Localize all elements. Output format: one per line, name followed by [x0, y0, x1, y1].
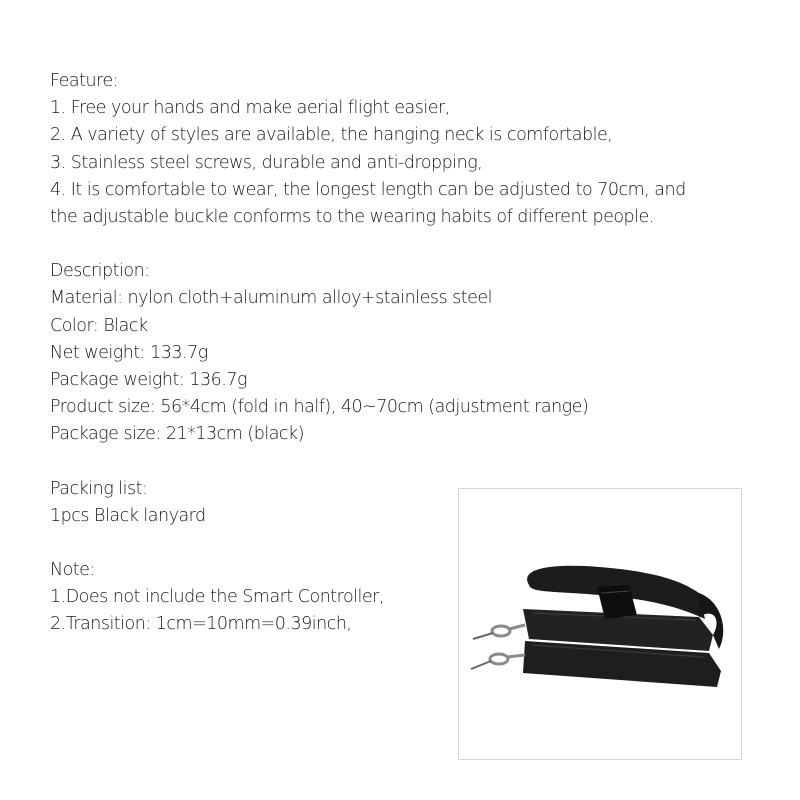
note-heading: Note: — [50, 560, 95, 581]
packing-list-heading: Packing list: — [50, 478, 148, 499]
feature-item: 2. A variety of styles are available, the hanging neck is comfortable, — [50, 125, 613, 146]
packing-list-item: 1pcs Black lanyard — [50, 505, 206, 526]
description-item: Material: nylon cloth+aluminum alloy+stainless steel — [50, 288, 493, 309]
feature-item: the adjustable buckle conforms to the wearing habits of different people. — [50, 207, 654, 228]
note-item: 2.Transition: 1cm=10mm=0.39inch, — [50, 614, 352, 635]
description-item: Product size: 56*4cm (fold in half), 40~70cm (adjustment range) — [50, 397, 589, 418]
feature-item: 4. It is comfortable to wear, the longest length can be adjusted to 70cm, and — [50, 179, 686, 200]
feature-heading: Feature: — [50, 71, 119, 91]
description-item: Net weight: 133.7g — [50, 342, 208, 363]
metal-hook-lower — [490, 654, 525, 664]
feature-item: 1. Free your hands and make aerial flight easier, — [50, 98, 450, 119]
note-item: 1.Does not include the Smart Controller, — [50, 587, 384, 608]
product-image — [458, 488, 742, 760]
description-item: Color: Black — [50, 315, 148, 336]
feature-item: 3. Stainless steel screws, durable and anti-dropping, — [50, 152, 483, 173]
description-item: Package size: 21*13cm (black) — [50, 424, 305, 445]
description-section — [50, 258, 770, 448]
lanyard-illustration — [459, 489, 741, 759]
metal-hook-upper — [492, 625, 525, 636]
feature-section — [50, 68, 770, 231]
description-item: Package weight: 136.7g — [50, 370, 247, 391]
description-heading: Description: — [50, 261, 150, 282]
